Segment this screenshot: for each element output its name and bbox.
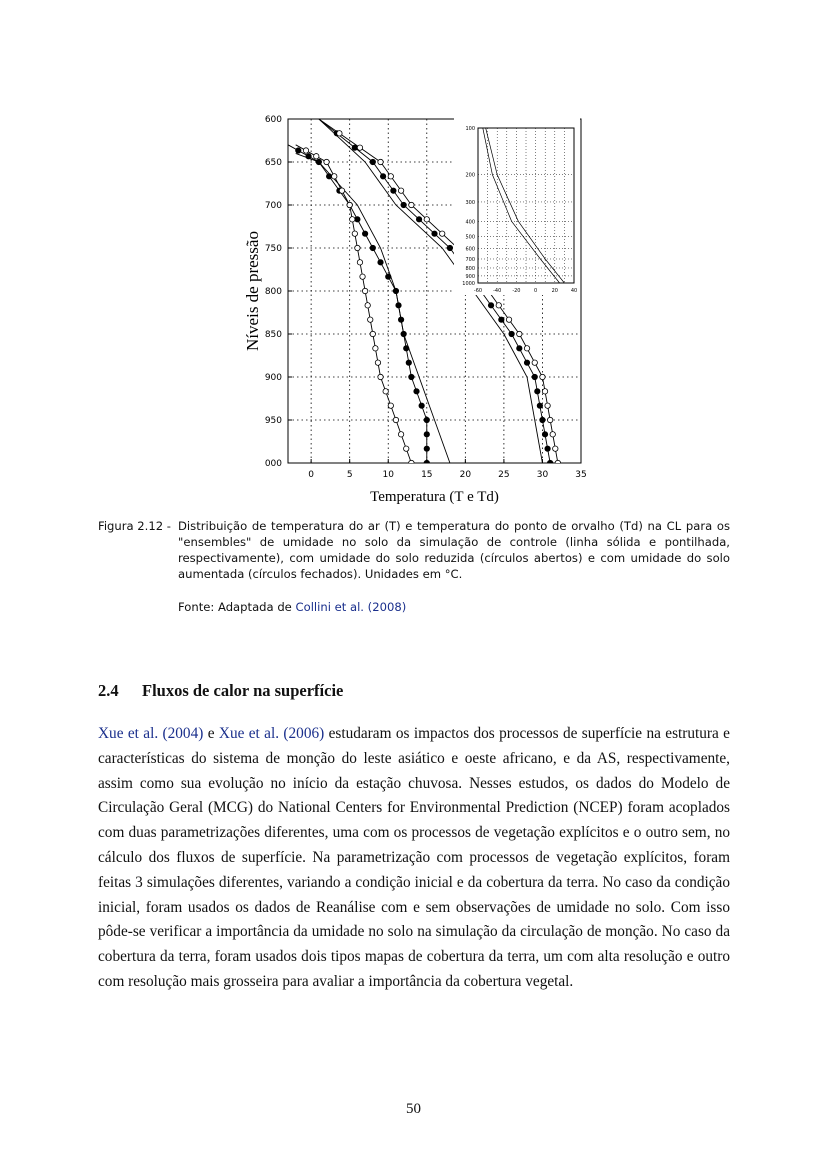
page-number: 50 (406, 1101, 421, 1117)
series-point (303, 148, 308, 153)
inset-y-tick-label: 600 (465, 246, 475, 253)
series-point (447, 245, 452, 250)
y-axis-label: Níveis de pressão (243, 231, 262, 351)
inset-y-tick-label: 400 (465, 219, 475, 226)
series-point (535, 389, 540, 394)
inset-x-tick-label: -20 (512, 288, 521, 294)
series-point (383, 389, 388, 394)
series-point (419, 403, 424, 408)
series-point (347, 202, 352, 207)
inset-y-tick-label: 800 (465, 265, 475, 272)
series-point (355, 217, 360, 222)
series-point (547, 460, 552, 465)
series-point (370, 331, 375, 336)
x-tick-label: 5 (346, 470, 353, 480)
x-axis-label: Temperatura (T e Td) (370, 489, 499, 505)
series-point (380, 174, 385, 179)
series-4 (288, 145, 429, 466)
series-point (370, 159, 375, 164)
series-point (378, 374, 383, 379)
series-point (545, 403, 550, 408)
series-point (370, 245, 375, 250)
citation-link-xue-2004[interactable]: Xue et al. (2004) (98, 725, 204, 742)
series-point (424, 417, 429, 422)
inset-y-tick-label: 300 (465, 199, 475, 206)
body-paragraph (98, 722, 730, 995)
series-point (350, 217, 355, 222)
series-point (542, 389, 547, 394)
inset-y-tick-label: 900 (465, 273, 475, 280)
source-prefix: Fonte: Adaptada de (178, 600, 292, 614)
inset-x-tick-label: -60 (473, 288, 483, 294)
series-point (357, 260, 362, 265)
paragraph-text: estudaram os impactos dos processos de superfície na estrutura e características do sistema de monção do leste asiático e oeste africano, e da AS, respectivamente, assim como sua evolução no início da estação chuvosa. Nesses estudos, os dados do Modelo de Circulação Geral (MCG) do National Centers for Environmental Prediction (NCEP) foram acoplados com duas parametrizações diferentes, uma com os processos de vegetação explícitos e o outro sem, no cálculo dos fluxos de superfície. Na parametrização com processos de vegetação explícitos, foram feitas 3 simulações diferentes, variando a condição inicial e da cobertura da terra. No caso da condição inicial, foram usados os dados de Reanálise com e sem observações de umidade no solo. Com isso pôde-se verificar a importância da umidade no solo na simulação da circulação de monção. No caso da cobertura da terra, foram usados dois tipos mapas de cobertura da terra, um com alta resolução e outro com resolução mais grosseira para avaliar a importância da cobertura vegetal. (98, 725, 730, 990)
x-tick-label: 20 (459, 470, 472, 480)
series-point (532, 374, 537, 379)
y-tick-label: 750 (264, 244, 282, 254)
series-point (424, 460, 429, 465)
series-point (553, 446, 558, 451)
x-tick-label: 25 (498, 470, 510, 480)
series-point (409, 202, 414, 207)
series-point (537, 403, 542, 408)
series-point (357, 145, 362, 150)
series-point (296, 148, 301, 153)
series-point (404, 446, 409, 451)
series-point (398, 432, 403, 437)
citation-link-xue-2006[interactable]: Xue et al. (2006) (218, 725, 325, 742)
y-tick-label: 850 (264, 330, 282, 340)
section-heading (98, 681, 343, 701)
series-point (368, 317, 373, 322)
section-title: Fluxos de calor na superfície (142, 681, 344, 700)
temperature-profile-chart (240, 110, 590, 505)
series-point (517, 346, 522, 351)
y-tick-label: 950 (264, 416, 282, 426)
series-point (409, 460, 414, 465)
series-point (375, 360, 380, 365)
series-point (496, 303, 501, 308)
series-point (388, 174, 393, 179)
series-point (365, 303, 370, 308)
series-point (352, 231, 357, 236)
series-point (362, 231, 367, 236)
inset-frame (478, 128, 574, 283)
y-tick-label: 000 (264, 459, 282, 469)
series-point (547, 417, 552, 422)
series-point (324, 159, 329, 164)
y-tick-label: 600 (264, 115, 282, 125)
series-point (414, 389, 419, 394)
inset-y-tick-label: 100 (465, 126, 475, 132)
series-point (540, 374, 545, 379)
series-point (355, 245, 360, 250)
series-point (360, 274, 365, 279)
series-point (424, 446, 429, 451)
series-point (517, 331, 522, 336)
series-point (339, 188, 344, 193)
y-tick-label: 700 (264, 201, 282, 211)
source-citation-link[interactable]: Collini et al. (2008) (295, 600, 407, 614)
skewt-figure (240, 110, 590, 505)
x-tick-label: 35 (575, 470, 587, 480)
section-number: 2.4 (98, 681, 119, 700)
inset-x-tick-label: 20 (551, 288, 558, 294)
series-point (499, 317, 504, 322)
inset-y-tick-label: 1000 (462, 281, 475, 287)
y-tick-label: 800 (264, 287, 282, 297)
series-point (388, 403, 393, 408)
series-point (416, 217, 421, 222)
x-tick-label: 0 (308, 470, 314, 480)
series-point (509, 331, 514, 336)
series-line (288, 145, 427, 463)
y-tick-label: 900 (264, 373, 282, 383)
series-point (314, 154, 319, 159)
series-point (506, 317, 511, 322)
paragraph-conjunction: e (203, 725, 219, 742)
figure-caption (98, 518, 730, 582)
series-point (542, 432, 547, 437)
caption-label: Figura 2.12 - (98, 519, 171, 533)
series-point (488, 303, 493, 308)
series-point (550, 432, 555, 437)
series-point (524, 360, 529, 365)
inset-x-tick-label: 40 (570, 288, 578, 294)
series-point (391, 188, 396, 193)
series-point (545, 446, 550, 451)
series-point (378, 159, 383, 164)
series-point (424, 217, 429, 222)
caption-text: Distribuição de temperatura do ar (T) e temperatura do ponto de orvalho (Td) na CL para os "ensembles" de umidade no solo da simulação de controle (linha sólida e pontilhada, respectivamente), com umidade do solo reduzida (círculos abertos) e com umidade do solo aumentada (círculos fechados). Unidades em °C. (178, 519, 730, 581)
figure-source (178, 600, 406, 614)
series-point (378, 260, 383, 265)
inset-y-tick-label: 500 (465, 234, 475, 241)
series-point (337, 131, 342, 136)
series-point (332, 174, 337, 179)
series-point (440, 231, 445, 236)
y-tick-label: 650 (264, 158, 282, 168)
series-point (524, 346, 529, 351)
inset-x-tick-label: 0 (534, 288, 538, 294)
series-point (555, 460, 560, 465)
inset-y-tick-label: 200 (465, 172, 475, 179)
series-point (424, 432, 429, 437)
series-point (432, 231, 437, 236)
series-point (373, 346, 378, 351)
series-point (393, 417, 398, 422)
series-point (540, 417, 545, 422)
series-point (401, 202, 406, 207)
series-point (406, 360, 411, 365)
x-tick-label: 10 (382, 470, 394, 480)
series-point (532, 360, 537, 365)
series-point (409, 374, 414, 379)
series-point (326, 174, 331, 179)
series-point (362, 288, 367, 293)
x-tick-label: 30 (536, 470, 549, 480)
inset-y-tick-label: 700 (465, 256, 475, 263)
inset-x-tick-label: -40 (493, 288, 502, 294)
x-tick-label: 15 (421, 470, 433, 480)
series-point (398, 188, 403, 193)
